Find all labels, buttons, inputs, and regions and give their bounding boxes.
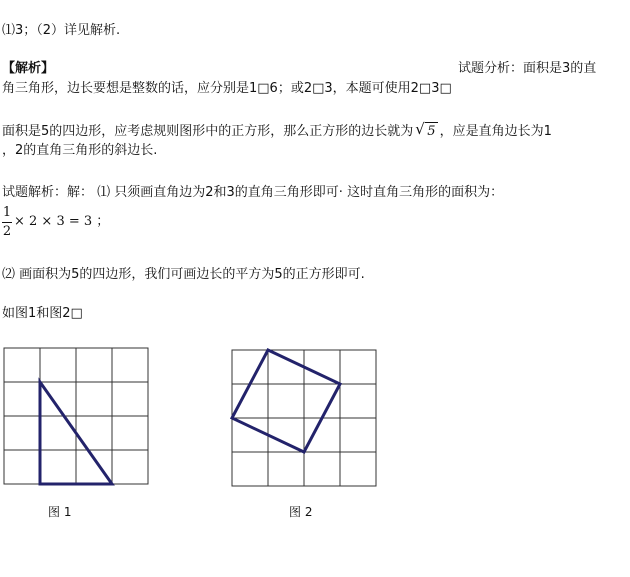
fraction-denominator: 2 (2, 224, 12, 239)
paragraph-line-2: ，2的直角三角形的斜边长. (2, 143, 158, 158)
square-shape (232, 350, 340, 452)
analysis-line-2: 角三角形，边长要想是整数的话，应分别是1□6；或2□3，本题可使用2□3□ (2, 81, 452, 96)
sqrt-value: 5 (427, 124, 436, 139)
figure-2-grid (232, 350, 376, 486)
paragraph-part-2: ，应是直角边长为1 (439, 124, 552, 139)
radical-sign: √ (415, 120, 425, 138)
figure-1-grid (4, 348, 148, 484)
solution-line: 试题解析：解： ⑴ 只须画直角边为2和3的直角三角形即可· 这时直角三角形的面积为： (2, 185, 504, 200)
formula-rest: × 2 × 3 = 3 ； (14, 214, 110, 229)
analysis-tag: 【解析】 (2, 61, 55, 76)
figure-2-caption: 图 2 (289, 505, 313, 519)
analysis-intro: 试题分析：面积是3的直 (458, 61, 597, 76)
answer-line: ⑴3；（2）详见解析. (2, 23, 121, 38)
figure-1-caption: 图 1 (48, 505, 72, 519)
figure-reference: 如图1和图2□ (2, 306, 83, 321)
part-2-line: ⑵ 画面积为5的四边形，我们可画边长的平方为5的正方形即可. (2, 267, 365, 282)
fraction-numerator: 1 (2, 205, 12, 220)
paragraph-part-1: 面积是5的四边形，应考虑规则图形中的正方形，那么正方形的边长就为 (2, 124, 414, 139)
